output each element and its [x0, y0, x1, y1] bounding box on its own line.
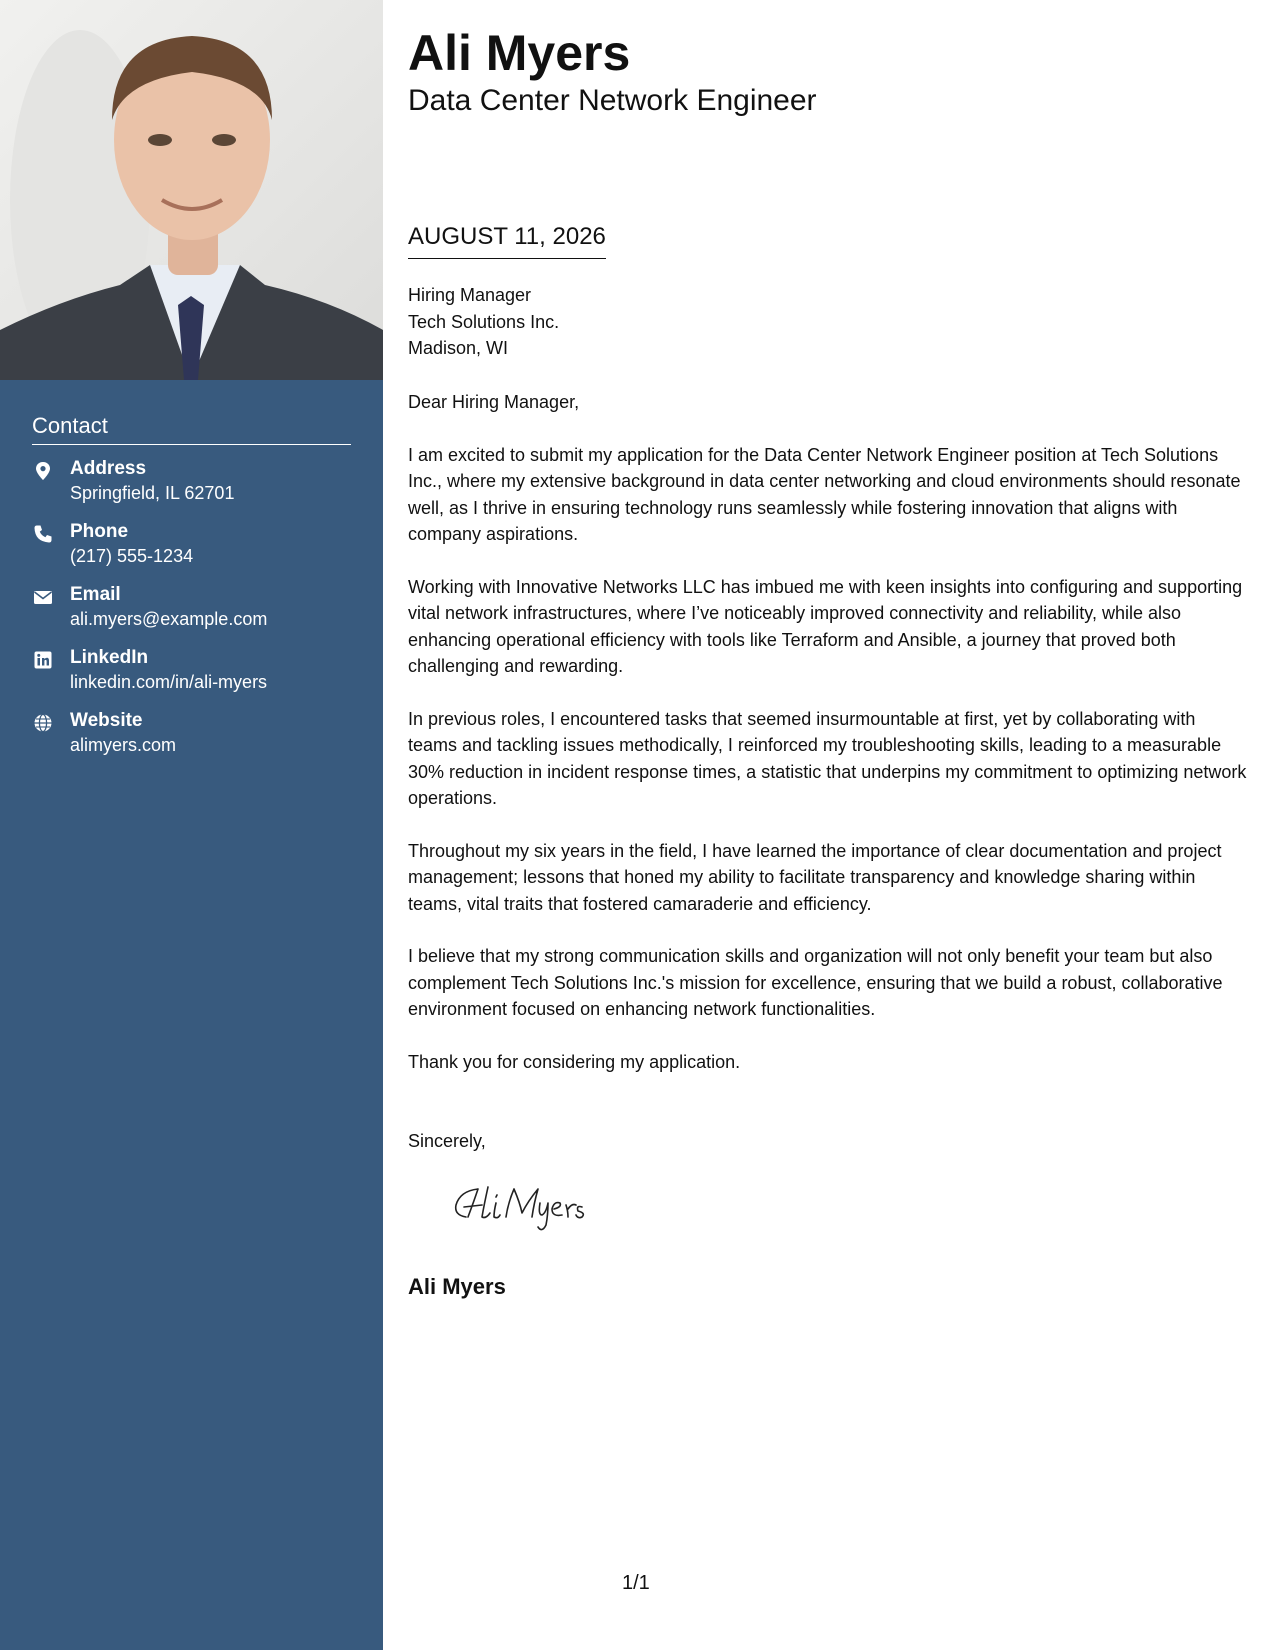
address-value: Springfield, IL 62701	[70, 483, 235, 503]
website-value[interactable]: alimyers.com	[70, 735, 177, 755]
contact-heading: Contact	[32, 410, 351, 445]
contact-section	[32, 410, 351, 772]
recipient-block	[408, 282, 559, 362]
body-paragraph: I believe that my strong communication skills and organization will not only benefit your team but also complement Tech Solutions Inc.'s mission for excellence, ensuring that we build a robust, collaborative environment focused on enhancing network functionalities.	[408, 946, 1223, 1020]
body-paragraph: In previous roles, I encountered tasks that seemed insurmountable at first, yet by collaborating with teams and tackling issues methodically, I reinforced my troubleshooting skills, leading to a measurable 30% reduction in incident response times, a statistic that underpins my commitment to optimizing network operations.	[408, 708, 1247, 809]
body-paragraph: Thank you for considering my application.	[408, 1052, 741, 1073]
recipient-line: Hiring Manager	[408, 285, 532, 305]
location-pin-icon	[33, 461, 53, 481]
letter-date-block	[408, 222, 606, 259]
applicant-name: Ali Myers	[408, 25, 631, 81]
letter-body	[408, 389, 1248, 1102]
contact-item-address	[32, 457, 351, 520]
phone-label: Phone	[70, 521, 129, 542]
profile-photo	[0, 0, 383, 380]
linkedin-value[interactable]: linkedin.com/in/ali-myers	[70, 672, 268, 692]
body-paragraph: I am excited to submit my application for the Data Center Network Engineer position at Tech Solutions Inc., where my extensive background in data center networking and cloud environments should resonate well, as I thrive in ensuring technology runs seamlessly while fostering innovation that aligns with company aspirations.	[408, 444, 1241, 545]
globe-icon	[33, 713, 53, 733]
signer-name: Ali Myers	[408, 1274, 506, 1299]
sidebar	[0, 0, 383, 1650]
contact-item-website	[32, 709, 351, 772]
linkedin-label: LinkedIn	[70, 647, 149, 668]
page-number: 1/1	[622, 1572, 650, 1594]
recipient-line: Tech Solutions Inc.	[408, 311, 560, 332]
website-label: Website	[70, 710, 143, 731]
phone-value: (217) 555-1234	[70, 546, 194, 566]
email-label: Email	[70, 584, 121, 605]
salutation: Dear Hiring Manager,	[408, 392, 580, 412]
phone-icon	[33, 524, 53, 544]
job-title: Data Center Network Engineer	[408, 84, 817, 117]
contact-item-linkedin	[32, 646, 351, 709]
closing: Sincerely,	[408, 1131, 486, 1151]
body-paragraph: Throughout my six years in the field, I have learned the importance of clear documentation and project management; lessons that honed my ability to facilitate transparency and knowledge sharing within teams, vital traits that fostered camaraderie and efficiency.	[408, 840, 1222, 914]
email-value[interactable]: ali.myers@example.com	[70, 609, 268, 629]
recipient-line: Madison, WI	[408, 338, 509, 358]
body-paragraph: Working with Innovative Networks LLC has imbued me with keen insights into configuring and supporting vital network infrastructures, where I’ve noticeably improved connectivity and reliability, while also enhancing operational efficiency with tools like Terraform and Ansible, a journey that proved both challenging and rewarding.	[408, 576, 1243, 677]
contact-item-phone	[32, 520, 351, 583]
address-label: Address	[70, 458, 147, 479]
contact-item-email	[32, 583, 351, 646]
envelope-icon	[33, 587, 53, 607]
handwritten-signature	[448, 1175, 638, 1235]
letter-date: AUGUST 11, 2026	[408, 223, 606, 250]
linkedin-icon	[33, 650, 53, 670]
